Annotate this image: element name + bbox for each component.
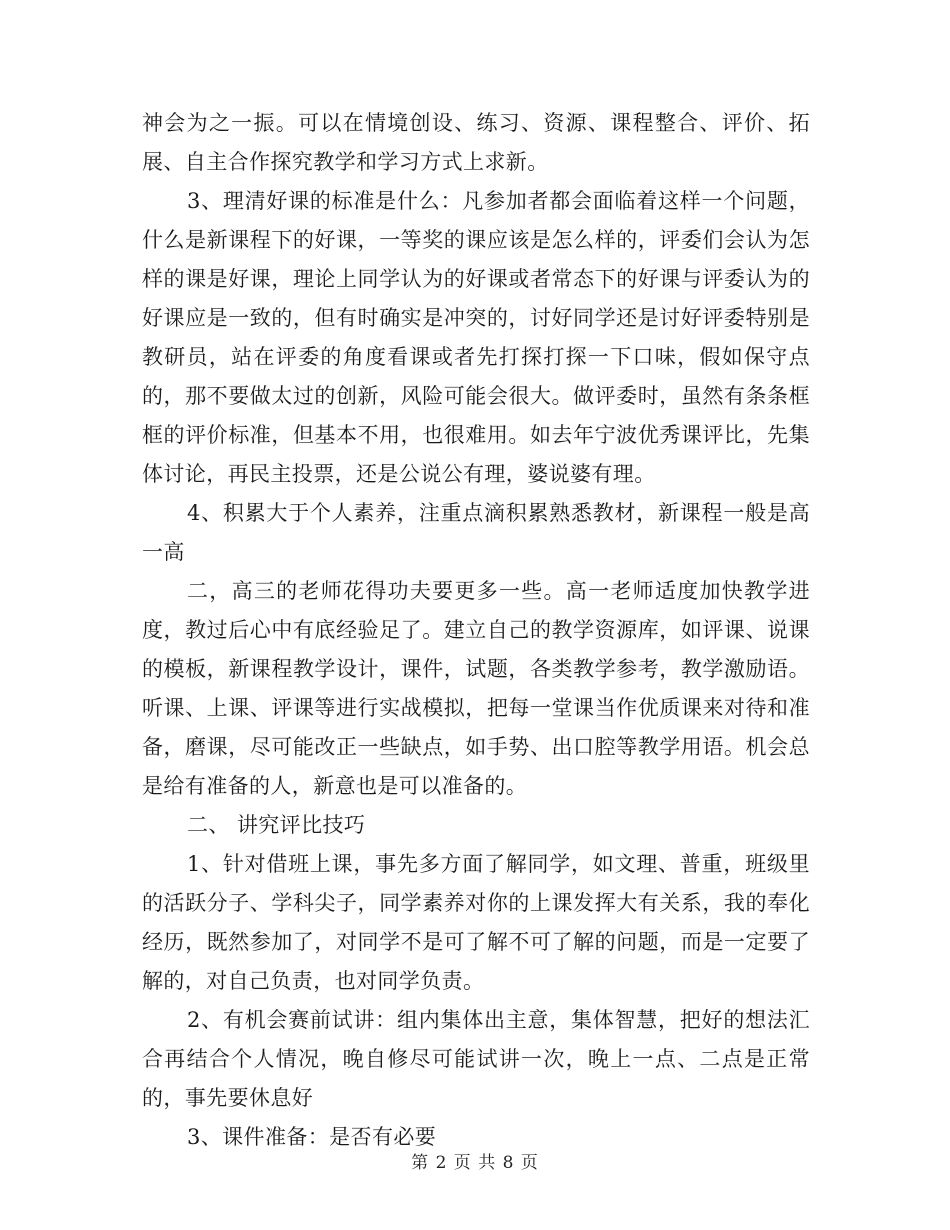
section-heading-competition-skills: 二、 讲究评比技巧 <box>187 813 366 837</box>
page-number-footer: 第 2 页 共 8 页 <box>411 1153 539 1173</box>
paragraph-continuation: 神会为之一振。可以在情境创设、练习、资源、课程整合、评价、拓展、自主合作探究教学和学习方式上求新。 <box>142 111 810 174</box>
paragraph-good-lesson-standard: 3、理清好课的标准是什么：凡参加者都会面临着这样一个问题，什么是新课程下的好课，一等奖的课应该是怎么样的，评委们会认为怎样的课是好课，理论上同学认为的好课或者常态下的好课与评委认为的好课应是一致的，但有时确实是冲突的，讨好同学还是讨好评委特别是教研员，站在评委的角度看课或者先打探打探一下口味，假如保守点的，那不要做太过的创新，风险可能会很大。做评委时，虽然有条条框框的评价标准，但基本不用，也很难用。如去年宁波优秀课评比，先集体讨论，再民主投票，还是公说公有理，婆说婆有理。 <box>142 189 810 486</box>
paragraph-courseware: 3、课件准备：是否有必要 <box>187 1125 437 1149</box>
paragraph-trial-lecture: 2、有机会赛前试讲：组内集体出主意，集体智慧，把好的想法汇合再结合个人情况，晚自修尽可能试讲一次，晚上一点、二点是正常的，事先要休息好 <box>142 1008 810 1110</box>
paragraph-accumulation: 4、积累大于个人素养，注重点滴积累熟悉教材，新课程一般是高一高 <box>142 501 810 564</box>
document-body <box>142 104 810 1157</box>
paragraph-borrowed-class: 1、针对借班上课，事先多方面了解同学，如文理、普重，班级里的活跃分子、学科尖子，同学素养对你的上课发挥大有关系，我的奉化经历，既然参加了，对同学不是可了解不可了解的问题，而是一定要了解的，对自己负责，也对同学负责。 <box>142 852 810 993</box>
paragraph-senior-teachers: 二，高三的老师花得功夫要更多一些。高一老师适度加快教学进度，教过后心中有底经验足了。建立自己的教学资源库，如评课、说课的模板，新课程教学设计，课件，试题，各类教学参考，教学激励语。听课、上课、评课等进行实战模拟，把每一堂课当作优质课来对待和准备，磨课，尽可能改正一些缺点，如手势、出口腔等教学用语。机会总是给有准备的人，新意也是可以准备的。 <box>142 579 810 798</box>
